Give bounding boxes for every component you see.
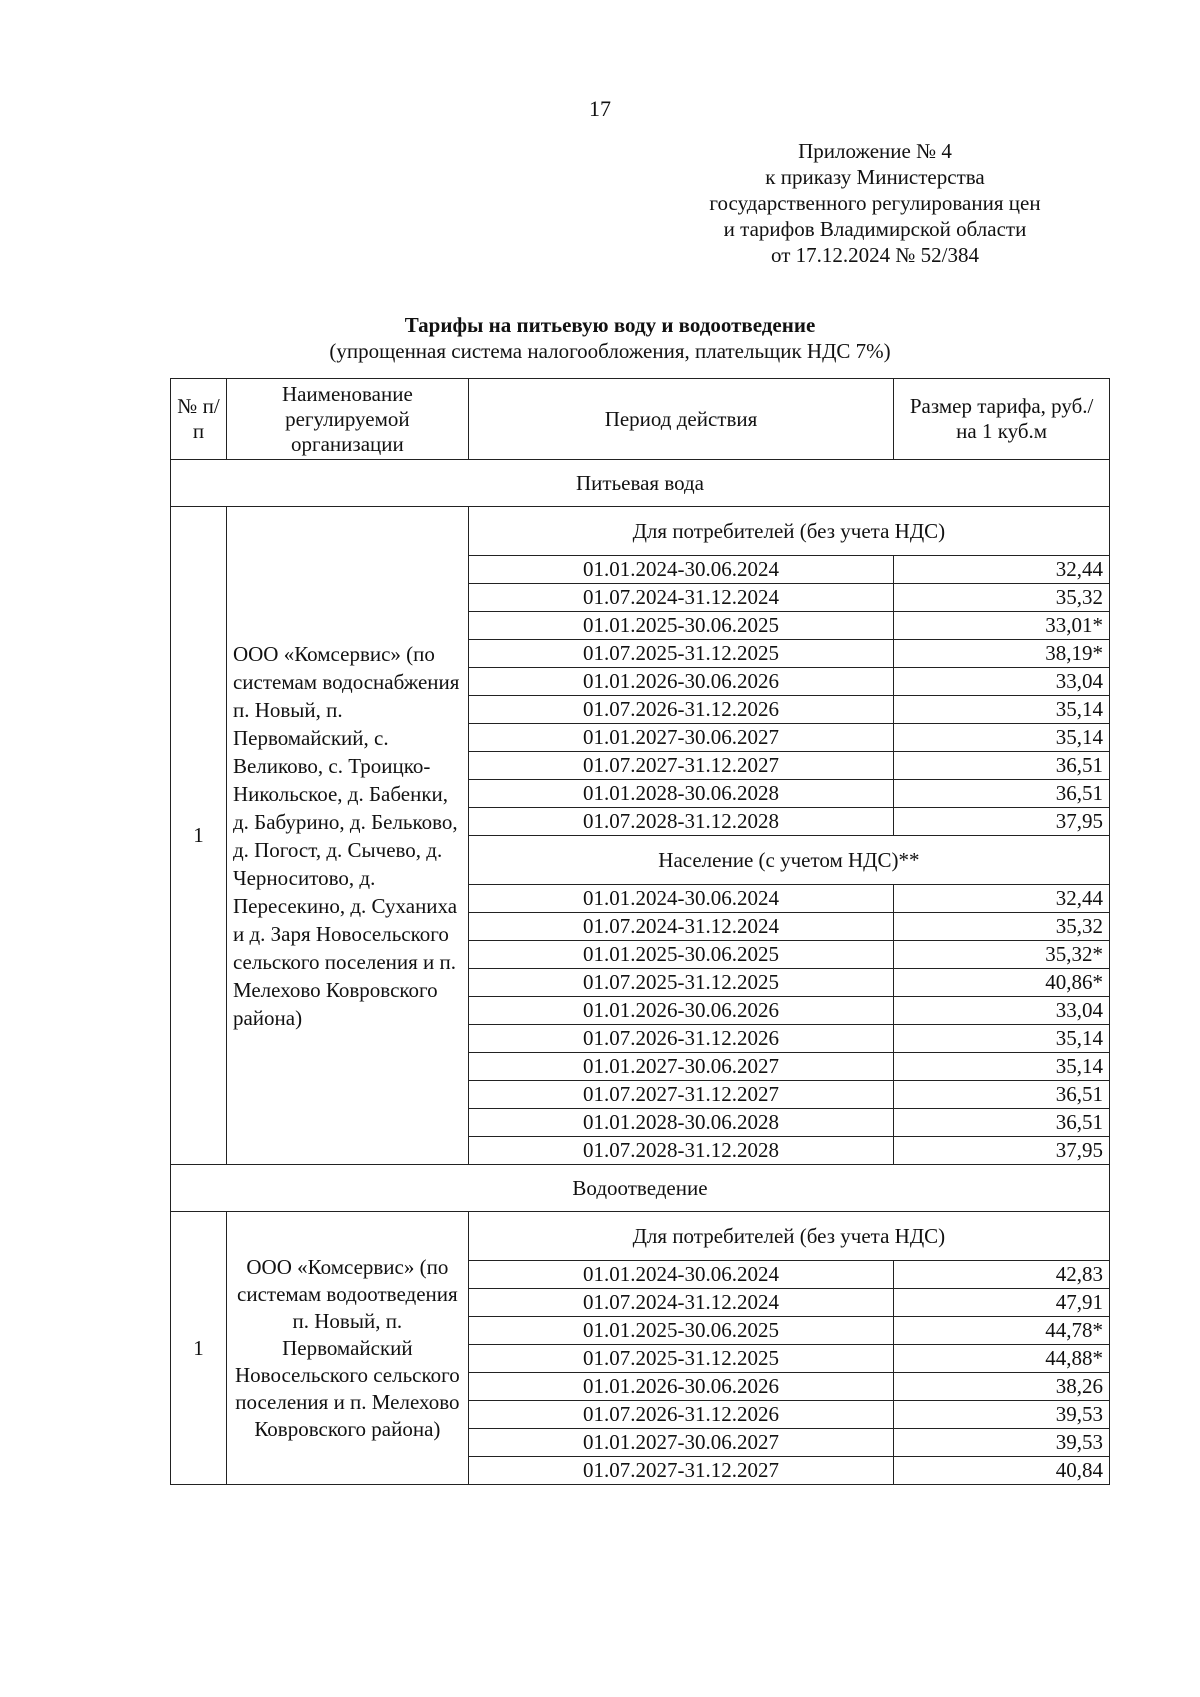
group-label-row (171, 1212, 1110, 1261)
appendix-line: и тарифов Владимирской области (723, 217, 1027, 241)
row-number: 1 (171, 1212, 227, 1485)
tariff-value-cell: 32,44 (894, 556, 1110, 584)
tariff-value-cell: 36,51 (894, 1109, 1110, 1137)
tariff-value-cell: 44,88* (894, 1345, 1110, 1373)
period-cell: 01.01.2024-30.06.2024 (468, 1261, 893, 1289)
tariff-value-cell: 39,53 (894, 1401, 1110, 1429)
tariff-value-cell: 35,14 (894, 696, 1110, 724)
period-cell: 01.07.2027-31.12.2027 (468, 1457, 893, 1485)
page-number: 17 (589, 96, 611, 121)
group-label: Для потребителей (без учета НДС) (468, 507, 1109, 556)
period-cell: 01.01.2027-30.06.2027 (468, 1429, 893, 1457)
tariff-value-cell: 40,86* (894, 969, 1110, 997)
tariff-value-cell: 32,44 (894, 885, 1110, 913)
period-cell: 01.01.2025-30.06.2025 (468, 941, 893, 969)
group-label: Население (с учетом НДС)** (468, 836, 1109, 885)
period-cell: 01.07.2027-31.12.2027 (468, 1081, 893, 1109)
tariff-value-cell: 35,14 (894, 1053, 1110, 1081)
tariff-value-cell: 36,51 (894, 752, 1110, 780)
period-cell: 01.01.2024-30.06.2024 (468, 556, 893, 584)
tariff-value-cell: 35,32* (894, 941, 1110, 969)
appendix-line: к приказу Министерства (765, 165, 985, 189)
organization-name: ООО «Комсервис» (по системам водоснабжения п. Новый, п. Первомайский, с. Великово, с. Троицко-Никольское, д. Бабенки, д. Бабурино, д. Бельково, д. Погост, д. Сычево, д. Черноситово, д. Пересекино, д. Суханиха и д. Заря Новосельского сельского поселения и п. Мелехово Ковровского района) (226, 507, 468, 1165)
section-title: Питьевая вода (171, 460, 1110, 507)
header-tariff: Размер тарифа, руб./на 1 куб.м (894, 379, 1110, 460)
tariff-value-cell: 42,83 (894, 1261, 1110, 1289)
tariff-value-cell: 38,19* (894, 640, 1110, 668)
tariff-value-cell: 40,84 (894, 1457, 1110, 1485)
tariff-value-cell: 36,51 (894, 780, 1110, 808)
period-cell: 01.07.2025-31.12.2025 (468, 969, 893, 997)
appendix-block (690, 138, 1060, 268)
section-title-row (171, 460, 1110, 507)
period-cell: 01.07.2028-31.12.2028 (468, 808, 893, 836)
tariff-value-cell: 37,95 (894, 808, 1110, 836)
organization-name: ООО «Комсервис» (по системам водоотведения п. Новый, п. Первомайский Новосельского сельского поселения и п. Мелехово Ковровского района) (226, 1212, 468, 1485)
tariff-value-cell: 36,51 (894, 1081, 1110, 1109)
tariff-value-cell: 38,26 (894, 1373, 1110, 1401)
tariff-value-cell: 35,32 (894, 913, 1110, 941)
appendix-line: государственного регулирования цен (709, 191, 1041, 215)
period-cell: 01.01.2025-30.06.2025 (468, 612, 893, 640)
section-title-row (171, 1165, 1110, 1212)
period-cell: 01.07.2026-31.12.2026 (468, 1401, 893, 1429)
period-cell: 01.07.2025-31.12.2025 (468, 640, 893, 668)
period-cell: 01.07.2024-31.12.2024 (468, 913, 893, 941)
period-cell: 01.01.2028-30.06.2028 (468, 1109, 893, 1137)
title-subtitle: (упрощенная система налогообложения, плательщик НДС 7%) (329, 339, 891, 363)
period-cell: 01.07.2024-31.12.2024 (468, 1289, 893, 1317)
tariff-value-cell: 47,91 (894, 1289, 1110, 1317)
period-cell: 01.01.2027-30.06.2027 (468, 1053, 893, 1081)
period-cell: 01.07.2026-31.12.2026 (468, 1025, 893, 1053)
period-cell: 01.01.2028-30.06.2028 (468, 780, 893, 808)
period-cell: 01.07.2026-31.12.2026 (468, 696, 893, 724)
period-cell: 01.07.2027-31.12.2027 (468, 752, 893, 780)
header-org: Наименование регулируемой организации (226, 379, 468, 460)
tariff-value-cell: 33,04 (894, 997, 1110, 1025)
period-cell: 01.01.2026-30.06.2026 (468, 997, 893, 1025)
tariff-table (170, 378, 1110, 1485)
period-cell: 01.01.2026-30.06.2026 (468, 668, 893, 696)
period-cell: 01.01.2024-30.06.2024 (468, 885, 893, 913)
tariff-value-cell: 35,14 (894, 1025, 1110, 1053)
period-cell: 01.07.2025-31.12.2025 (468, 1345, 893, 1373)
tariff-value-cell: 39,53 (894, 1429, 1110, 1457)
tariff-value-cell: 33,01* (894, 612, 1110, 640)
tariff-value-cell: 44,78* (894, 1317, 1110, 1345)
period-cell: 01.07.2028-31.12.2028 (468, 1137, 893, 1165)
period-cell: 01.01.2025-30.06.2025 (468, 1317, 893, 1345)
period-cell: 01.07.2024-31.12.2024 (468, 584, 893, 612)
table-header-row (171, 379, 1110, 460)
tariff-value-cell: 35,32 (894, 584, 1110, 612)
period-cell: 01.01.2026-30.06.2026 (468, 1373, 893, 1401)
group-label-row (171, 507, 1110, 556)
period-cell: 01.01.2027-30.06.2027 (468, 724, 893, 752)
appendix-line: Приложение № 4 (798, 139, 952, 163)
tariff-value-cell: 35,14 (894, 724, 1110, 752)
tariff-value-cell: 37,95 (894, 1137, 1110, 1165)
document-title (170, 312, 1050, 364)
row-number: 1 (171, 507, 227, 1165)
section-title: Водоотведение (171, 1165, 1110, 1212)
group-label: Для потребителей (без учета НДС) (468, 1212, 1109, 1261)
tariff-value-cell: 33,04 (894, 668, 1110, 696)
header-num: № п/п (171, 379, 227, 460)
header-period: Период действия (468, 379, 893, 460)
appendix-line: от 17.12.2024 № 52/384 (770, 243, 980, 267)
title-main: Тарифы на питьевую воду и водоотведение (404, 313, 816, 337)
